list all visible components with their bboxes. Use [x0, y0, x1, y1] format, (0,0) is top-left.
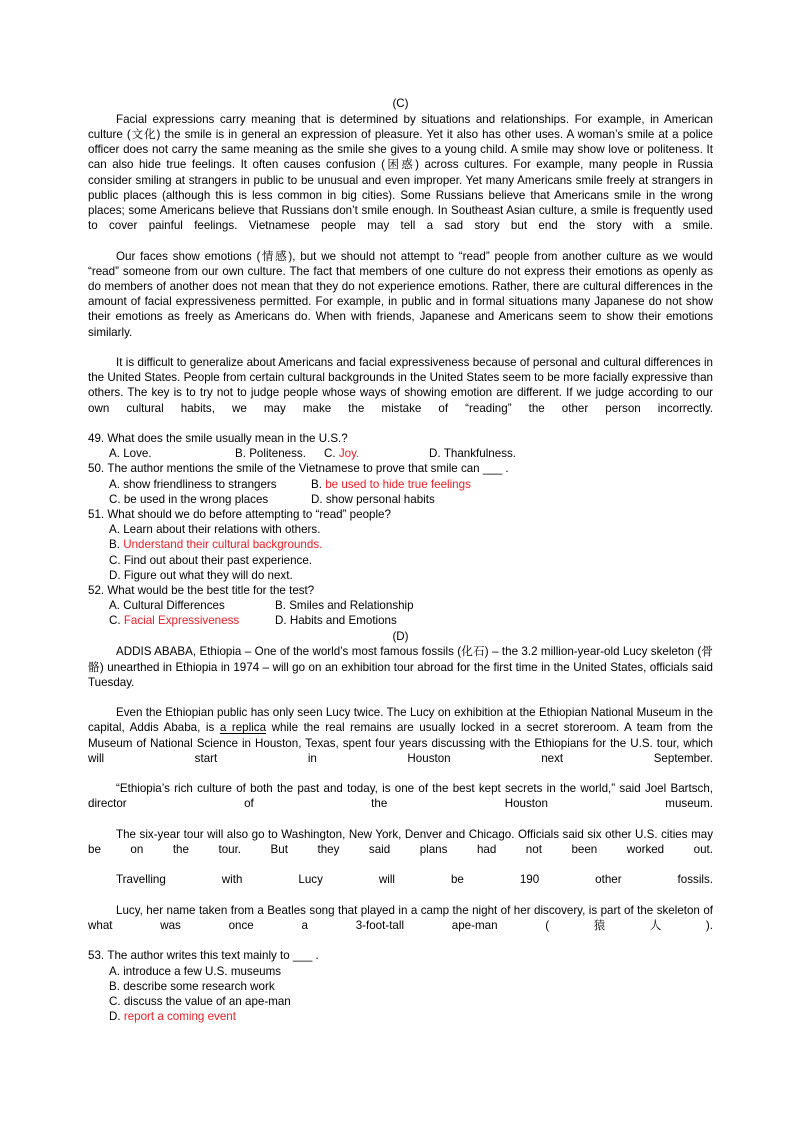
option-text: be used to hide true feelings — [325, 477, 471, 491]
option-text: discuss the value of an ape-man — [123, 994, 291, 1008]
question-51-stem — [88, 507, 713, 522]
passage-d-paragraph-5: Travelling with Lucy will be 190 other fossils. — [116, 873, 713, 887]
option-text: Learn about their relations with others. — [123, 523, 321, 537]
passage-d-paragraph-4: The six-year tour will also go to Washington, New York, Denver and Chicago. Officials said six other U.S. cities may be on the tour. But they said plans had not been worked out. — [88, 827, 713, 856]
option-49-d[interactable] — [429, 446, 516, 461]
option-row — [109, 522, 713, 537]
question-51 — [88, 507, 713, 583]
option-text: Love. — [123, 447, 152, 461]
question-52-text: What would be the best title for the test? — [107, 584, 315, 597]
option-text: Facial Expressiveness — [123, 614, 240, 628]
option-50-c[interactable] — [109, 492, 311, 507]
question-49-options — [88, 446, 713, 461]
option-text: show friendliness to strangers — [123, 477, 277, 491]
option-letter: B. — [109, 979, 120, 993]
option-letter: C. — [109, 994, 121, 1008]
option-52-a[interactable] — [109, 598, 275, 613]
question-50 — [88, 461, 713, 507]
option-letter: D. — [109, 1010, 121, 1024]
question-51-options — [88, 522, 713, 583]
question-53-number: 53. — [88, 949, 105, 963]
question-53-text: The author writes this text mainly to ___ . — [107, 949, 319, 963]
option-text: Joy. — [338, 447, 360, 461]
option-letter: D. — [311, 492, 323, 506]
option-text: Habits and Emotions — [289, 614, 397, 628]
option-text: Cultural Differences — [123, 599, 225, 613]
option-text: Figure out what they will do next. — [123, 568, 293, 582]
option-letter: B. — [109, 538, 120, 552]
option-letter: C. — [109, 614, 121, 628]
option-letter: C. — [109, 492, 121, 506]
passage-c-label: (C) — [392, 97, 409, 110]
option-53-c[interactable] — [109, 994, 291, 1009]
option-letter: A. — [109, 447, 120, 461]
option-row — [109, 492, 713, 507]
question-51-text: What should we do before attempting to “read” people? — [107, 507, 391, 521]
option-52-c[interactable] — [109, 613, 275, 628]
passage-c-paragraph-1: Facial expressions carry meaning that is determined by situations and relationships. For example, in American culture (文化) the smile is in general an expression of pleasure. Yet it also has other uses. A woman’s smile at a police officer does not carry the same meaning as the smile she gives to a young child. A smile may show love or politeness. It can also hide true feelings. It often causes confusion (困惑) across cultures. For example, many people in Russia consider smiling at strangers in public to be unusual and even improper. Yet many Americans smile freely at strangers in public places (although this is less common in big cities). Some Russians believe that Americans smile in the wrong places; some Americans believe that Russians don’t smile enough. In Southeast Asian culture, a smile is frequently used to cover painful feelings. Vietnamese people may tell a sad story but end the story with a smile. — [88, 112, 713, 233]
question-49-text: What does the smile usually mean in the U.S.? — [107, 431, 348, 445]
option-row — [109, 613, 713, 628]
passage-d-paragraph-2 — [88, 705, 713, 781]
question-49-stem — [88, 431, 713, 446]
option-text: Thankfulness. — [443, 447, 517, 461]
paragraph-text-after-underline: while the real remains are usually locked in a secret storeroom. A team from the Museum of National Science in Houston, Texas, spent four years discussing with the Ethiopians for the U.S. tour, which will start in Houston next September. — [88, 721, 713, 765]
option-50-a[interactable] — [109, 477, 311, 492]
option-53-a[interactable] — [109, 964, 281, 979]
option-text: describe some research work — [123, 979, 275, 993]
question-50-text: The author mentions the smile of the Vietnamese to prove that smile can ___ . — [107, 462, 509, 476]
option-letter: D. — [275, 614, 287, 628]
option-row — [109, 964, 713, 979]
paragraph-text-before-underline: Even the Ethiopian public has only seen Lucy twice. The Lucy on exhibition at the Ethiopian National Museum in the capital, Addis Ababa, is — [88, 706, 713, 735]
option-letter: D. — [109, 568, 121, 582]
option-51-b[interactable] — [109, 537, 322, 552]
passage-d-paragraph-3: “Ethiopia’s rich culture of both the past and today, is one of the best kept secrets in the world,” said Joel Bartsch, director of the Houston museum. — [88, 782, 713, 811]
option-text: be used in the wrong places — [123, 492, 269, 506]
option-50-d[interactable] — [311, 492, 435, 507]
option-49-a[interactable] — [109, 446, 235, 461]
question-52-options — [88, 598, 713, 628]
option-49-b[interactable] — [235, 446, 324, 461]
option-letter: C. — [324, 447, 336, 461]
option-row — [109, 446, 713, 461]
option-51-a[interactable] — [109, 522, 320, 537]
question-52-number: 52. — [88, 584, 105, 597]
option-text: introduce a few U.S. museums — [123, 964, 282, 978]
option-row — [109, 1009, 713, 1024]
option-row — [109, 537, 713, 552]
passage-d-paragraph-1: ADDIS ABABA, Ethiopia – One of the world’s most famous fossils (化石) – the 3.2 million-year-old Lucy skeleton (骨骼) unearthed in Ethiopia in 1974 – will go on an exhibition tour abroad for the first time in the United States, officials said Tuesday. — [88, 645, 713, 689]
option-text: Smiles and Relationship — [289, 599, 414, 613]
option-row — [109, 477, 713, 492]
option-letter: A. — [109, 599, 120, 613]
option-letter: C. — [109, 553, 121, 567]
question-49 — [88, 431, 713, 461]
option-row — [109, 979, 713, 994]
option-51-d[interactable] — [109, 568, 293, 583]
option-row — [109, 568, 713, 583]
question-53-stem — [88, 948, 713, 963]
option-text: report a coming event — [123, 1010, 236, 1024]
option-52-b[interactable] — [275, 598, 414, 613]
option-row — [109, 994, 713, 1009]
passage-c-paragraph-3: It is difficult to generalize about Americans and facial expressiveness because of personal and cultural differences in the United States. People from certain cultural backgrounds in the United States seem to be more facially expressive than others. The key is to try not to judge people whose ways of showing emotion are different. If we judge according to our own cultural habits, we may make the mistake of “reading” the other person incorrectly. — [88, 355, 713, 415]
question-50-options — [88, 477, 713, 507]
option-letter: A. — [109, 523, 120, 537]
option-text: show personal habits — [325, 492, 435, 506]
question-50-number: 50. — [88, 462, 105, 476]
option-row — [109, 553, 713, 568]
option-49-c[interactable] — [324, 446, 429, 461]
question-53-options — [88, 964, 713, 1025]
option-letter: A. — [109, 477, 120, 491]
question-52 — [88, 583, 713, 629]
option-52-d[interactable] — [275, 613, 397, 628]
question-52-stem — [88, 583, 713, 598]
option-letter: B. — [311, 477, 322, 491]
passage-d-label: (D) — [392, 629, 409, 643]
option-letter: B. — [235, 447, 246, 461]
option-letter: D. — [429, 447, 441, 461]
question-53 — [88, 948, 713, 1024]
underlined-phrase: a replica — [219, 721, 267, 735]
question-49-number: 49. — [88, 431, 105, 445]
option-letter: B. — [275, 599, 286, 613]
option-53-b[interactable] — [109, 979, 275, 994]
option-text: Politeness. — [249, 447, 306, 461]
option-text: Understand their cultural backgrounds. — [123, 538, 323, 552]
passage-d-paragraph-6: Lucy, her name taken from a Beatles song that played in a camp the night of her discovery, is part of the skeleton of what was once a 3-foot-tall ape-man (猿人). — [88, 903, 713, 932]
option-letter: A. — [109, 964, 120, 978]
document-content — [88, 96, 713, 1024]
option-row — [109, 598, 713, 613]
option-50-b[interactable] — [311, 477, 471, 492]
question-51-number: 51. — [88, 507, 105, 521]
option-51-c[interactable] — [109, 553, 312, 568]
option-53-d[interactable] — [109, 1009, 236, 1024]
question-50-stem — [88, 461, 713, 476]
option-text: Find out about their past experience. — [123, 553, 313, 567]
passage-c-paragraph-2: Our faces show emotions (情感), but we should not attempt to “read” people from another culture as we would “read” someone from our own culture. The fact that members of one culture do not express their emotions as openly as do members of another does not mean that they do not experience emotions. Rather, there are cultural differences in the amount of facial expressiveness permitted. For example, in public and in formal situations many Japanese do not show their emotions as freely as Americans do. When with friends, Japanese and Americans seem to show their emotions similarly. — [88, 249, 713, 339]
